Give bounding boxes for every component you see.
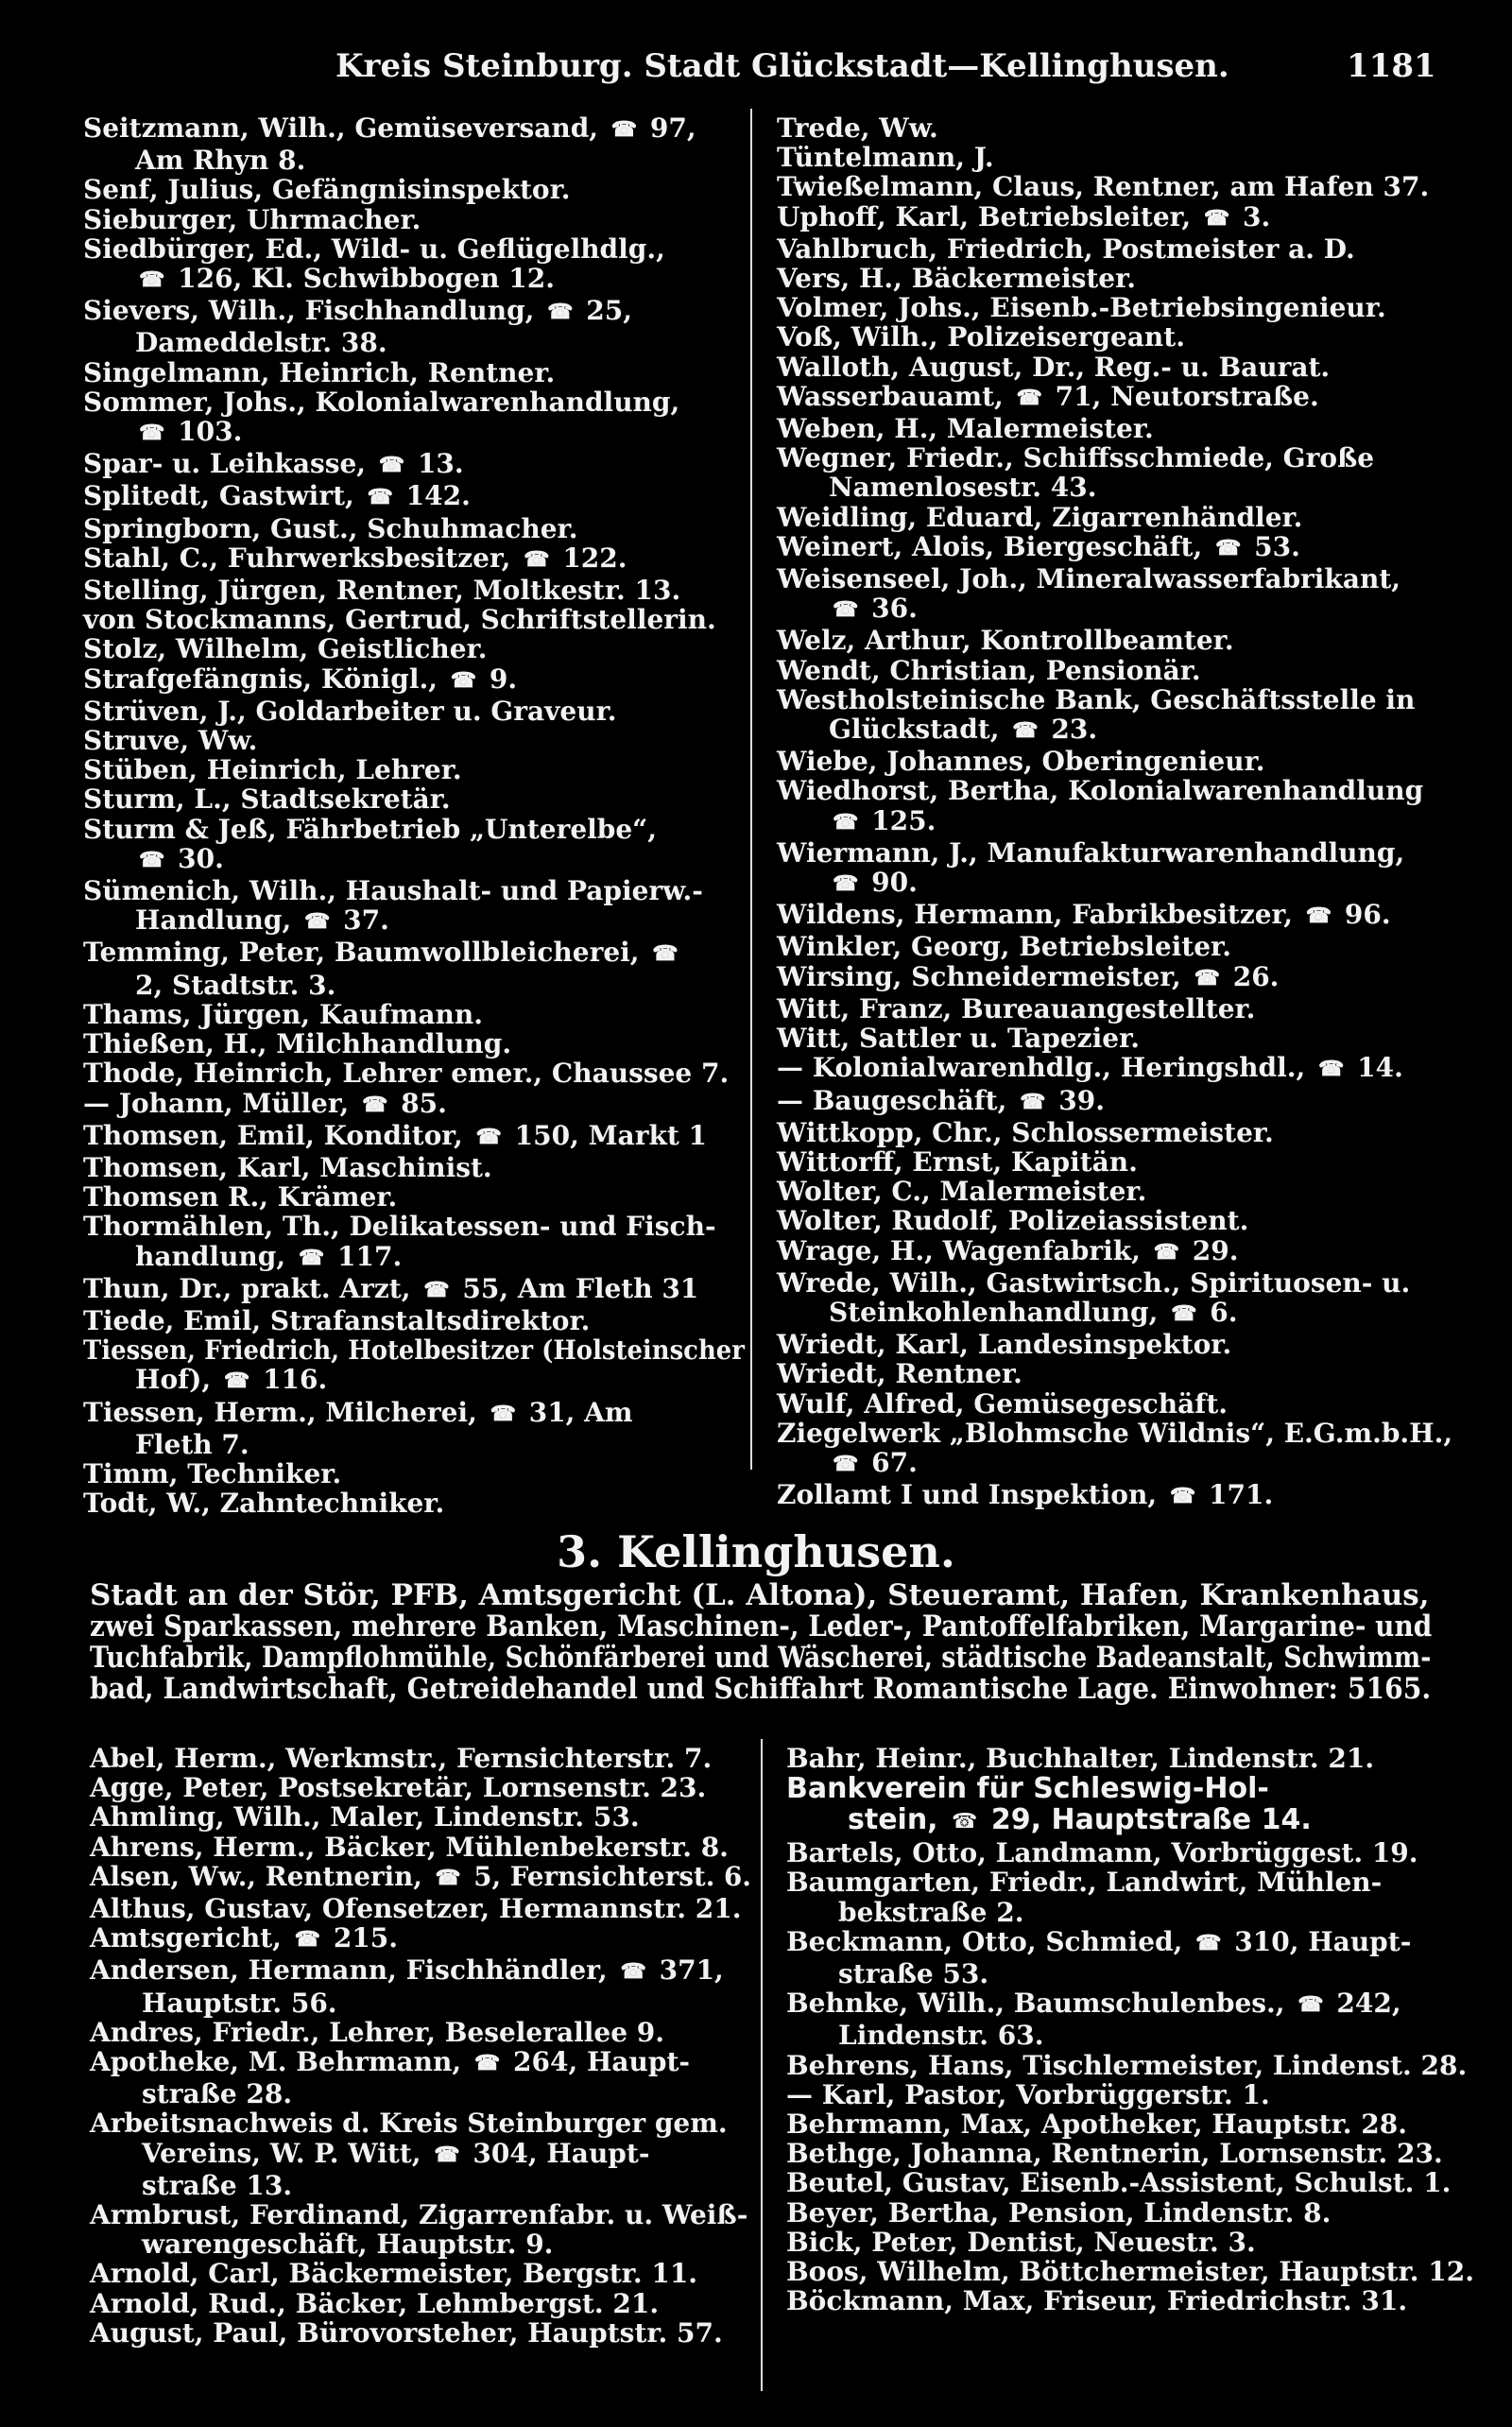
entry-line: Apotheke, M. Behrmann, ☎ 264, Haupt- xyxy=(90,2046,691,2078)
directory-entry xyxy=(83,205,745,234)
telephone-icon: ☎ xyxy=(833,871,859,897)
entry-line: Behrmann, Max, Apotheker, Hauptstr. 28. xyxy=(786,2109,1407,2141)
entry-continuation: warengeschäft, Hauptstr. 9. xyxy=(142,2229,554,2261)
entry-line: Strafgefängnis, Königl., ☎ 9. xyxy=(83,663,518,695)
entry-continuation: ☎ 103. xyxy=(139,416,243,448)
directory-entry xyxy=(90,2318,751,2348)
entry-line: Weben, H., Malermeister. xyxy=(777,413,1154,445)
directory-entry xyxy=(90,1862,751,1894)
entry-line: Senf, Julius, Gefängnisinspektor. xyxy=(83,174,571,206)
entry-line: Walloth, August, Dr., Reg.- u. Baurat. xyxy=(777,351,1331,383)
telephone-icon: ☎ xyxy=(547,300,574,325)
entry-line: Bankverein für Schleswig-Hol- xyxy=(786,1772,1269,1806)
directory-entry xyxy=(83,726,745,755)
telephone-icon: ☎ xyxy=(490,1401,516,1426)
telephone-icon: ☎ xyxy=(378,453,405,478)
entry-line: — Karl, Pastor, Vorbrüggerstr. 1. xyxy=(786,2078,1270,2110)
intro-line: zwei Sparkassen, mehrere Banken, Maschinen-, Leder-, Pantoffelfabriken, Margarine- und xyxy=(90,1609,1433,1644)
directory-entry xyxy=(83,358,745,387)
entry-line: Arnold, Carl, Bäckermeister, Bergstr. 11. xyxy=(90,2258,698,2290)
directory-entry xyxy=(90,1833,751,1862)
entry-line: Thormählen, Th., Delikatessen- und Fisch- xyxy=(83,1211,716,1243)
telephone-icon: ☎ xyxy=(1195,1930,1222,1955)
directory-entry xyxy=(777,1118,1495,1147)
entry-line: Stüben, Heinrich, Lehrer. xyxy=(83,754,462,786)
entry-line: Sümenich, Wilh., Haushalt- und Papierw.- xyxy=(83,875,703,907)
left-column-bottom xyxy=(90,1744,751,2348)
directory-entry xyxy=(83,234,745,296)
entry-line: Witt, Sattler u. Tapezier. xyxy=(777,1023,1140,1055)
entry-continuation: handlung, ☎ 117. xyxy=(135,1240,403,1272)
directory-entry xyxy=(777,685,1495,747)
entry-line: Beyer, Bertha, Pension, Lindenstr. 8. xyxy=(786,2196,1332,2229)
entry-continuation: Steinkohlenhandlung, ☎ 6. xyxy=(829,1296,1238,1328)
entry-line: Abel, Herm., Werkmstr., Fernsichterstr. 7. xyxy=(90,1743,713,1774)
entry-line: Wildens, Hermann, Fabrikbesitzer, ☎ 96. xyxy=(777,899,1391,931)
intro-line: Stadt an der Stör, PFB, Amtsgericht (L. Altona), Steueramt, Hafen, Krankenhaus, xyxy=(90,1578,1430,1612)
entry-line: Uphoff, Karl, Betriebsleiter, ☎ 3. xyxy=(777,200,1271,232)
entry-line: Amtsgericht, ☎ 215. xyxy=(90,1922,399,1954)
intro-line: bad, Landwirtschaft, Getreidehandel und Schiffahrt Romantische Lage. Einwohner: 5165. xyxy=(90,1672,1432,1706)
entry-line: Bick, Peter, Dentist, Neuestr. 3. xyxy=(786,2226,1256,2258)
entry-line: Armbrust, Ferdinand, Zigarrenfabr. u. Weiß- xyxy=(90,2199,748,2231)
entry-line: Westholsteinische Bank, Geschäftsstelle in xyxy=(777,683,1416,715)
entry-line: Thomsen, Karl, Maschinist. xyxy=(83,1151,492,1183)
directory-entry xyxy=(777,322,1495,352)
entry-continuation: bekstraße 2. xyxy=(838,1896,1024,1928)
entry-line: Tiessen, Friedrich, Hotelbesitzer (Holsteinscher xyxy=(83,1334,745,1367)
directory-entry xyxy=(777,414,1495,443)
directory-entry xyxy=(786,2257,1504,2286)
entry-continuation: Namenlosestr. 43. xyxy=(829,472,1097,504)
entry-line: Baumgarten, Friedr., Landwirt, Mühlen- xyxy=(786,1867,1383,1899)
directory-entry xyxy=(786,2109,1504,2139)
entry-line: Sturm, L., Stadtsekretär. xyxy=(83,783,451,816)
directory-entry xyxy=(83,1089,745,1121)
directory-entry xyxy=(83,938,745,999)
telephone-icon: ☎ xyxy=(1171,1300,1197,1326)
directory-entry xyxy=(83,1000,745,1029)
telephone-icon: ☎ xyxy=(1203,205,1230,231)
entry-line: August, Paul, Bürovorsteher, Hauptstr. 57. xyxy=(90,2316,723,2349)
entry-line: Winkler, Georg, Betriebsleiter. xyxy=(777,931,1231,963)
directory-entry xyxy=(786,2168,1504,2197)
directory-entry xyxy=(786,1838,1504,1868)
entry-line: Wittorff, Ernst, Kapitän. xyxy=(777,1145,1138,1178)
telephone-icon: ☎ xyxy=(303,909,331,935)
entry-line: Beutel, Gustav, Eisenb.-Assistent, Schulst. 1. xyxy=(786,2167,1452,2199)
column-divider-top xyxy=(750,109,752,1470)
entry-line: Spar- u. Leihkasse, ☎ 13. xyxy=(83,448,464,480)
directory-entry xyxy=(777,564,1495,626)
directory-entry xyxy=(90,1802,751,1832)
directory-entry xyxy=(777,900,1495,932)
directory-entry xyxy=(90,1923,751,1955)
directory-entry xyxy=(786,1927,1504,1988)
entry-line: Tiessen, Herm., Milcherei, ☎ 31, Am xyxy=(83,1396,633,1428)
entry-continuation: ☎ 36. xyxy=(833,593,918,625)
entry-line: Bartels, Otto, Landmann, Vorbrüggest. 19. xyxy=(786,1837,1418,1869)
telephone-icon: ☎ xyxy=(952,1810,978,1834)
directory-entry xyxy=(90,2200,751,2259)
directory-entry xyxy=(83,1153,745,1182)
entry-line: — Johann, Müller, ☎ 85. xyxy=(83,1087,447,1119)
entry-line: — Baugeschäft, ☎ 39. xyxy=(777,1084,1105,1116)
entry-line: Vahlbruch, Friedrich, Postmeister a. D. xyxy=(777,232,1355,265)
section-title: 3. Kellinghusen. xyxy=(557,1526,955,1577)
directory-entry xyxy=(777,1177,1495,1206)
entry-line: Ziegelwerk „Blohmsche Wildnis“, E.G.m.b.H., xyxy=(777,1417,1453,1449)
directory-entry xyxy=(786,1868,1504,1926)
directory-entry xyxy=(83,481,745,513)
entry-line: Wendt, Christian, Pensionär. xyxy=(777,654,1201,686)
entry-continuation: Hauptstr. 56. xyxy=(142,1987,337,2019)
directory-entry xyxy=(83,1459,745,1489)
entry-line: Sommer, Johs., Kolonialwarenhandlung, xyxy=(83,386,680,418)
telephone-icon: ☎ xyxy=(652,941,679,967)
entry-line: Tiede, Emil, Strafanstaltsdirektor. xyxy=(83,1304,591,1336)
directory-entry xyxy=(83,605,745,634)
telephone-icon: ☎ xyxy=(1305,904,1332,929)
telephone-icon: ☎ xyxy=(298,1245,325,1270)
directory-entry xyxy=(777,962,1495,994)
directory-entry xyxy=(786,1773,1504,1838)
entry-line: Thießen, H., Milchhandlung. xyxy=(83,1028,512,1060)
telephone-icon: ☎ xyxy=(1153,1239,1180,1265)
directory-entry xyxy=(786,1988,1504,2050)
entry-line: Wriedt, Rentner. xyxy=(777,1358,1022,1390)
telephone-icon: ☎ xyxy=(294,1927,321,1953)
page-number: 1181 xyxy=(1347,47,1436,85)
entry-line: Wulf, Alfred, Gemüsegeschäft. xyxy=(777,1387,1228,1420)
left-column-top xyxy=(83,113,745,1518)
directory-entry xyxy=(83,1212,745,1273)
entry-line: Beckmann, Otto, Schmied, ☎ 310, Haupt- xyxy=(786,1925,1412,1957)
entry-line: Boos, Wilhelm, Böttchermeister, Hauptstr. 12. xyxy=(786,2256,1474,2288)
entry-line: Twießelmann, Claus, Rentner, am Hafen 37. xyxy=(777,171,1430,203)
running-header: Kreis Steinburg. Stadt Glückstadt—Kellinghusen. xyxy=(335,47,1229,85)
directory-entry xyxy=(777,1236,1495,1268)
entry-line: Arnold, Rud., Bäcker, Lehmbergst. 21. xyxy=(90,2287,660,2319)
entry-line: Todt, W., Zahntechniker. xyxy=(83,1488,445,1520)
entry-line: Wegner, Friedr., Schiffsschmiede, Große xyxy=(777,442,1375,474)
telephone-icon: ☎ xyxy=(223,1368,250,1394)
directory-entry xyxy=(83,697,745,726)
directory-entry xyxy=(777,838,1495,900)
entry-continuation: ☎ 67. xyxy=(833,1446,918,1478)
entry-line: Thomsen, Emil, Konditor, ☎ 150, Markt 1 xyxy=(83,1119,708,1151)
directory-entry xyxy=(777,293,1495,322)
entry-continuation: Hof), ☎ 116. xyxy=(135,1364,328,1396)
entry-line: Wrede, Wilh., Gastwirtsch., Spirituosen- u. xyxy=(777,1266,1411,1299)
directory-entry xyxy=(777,1330,1495,1359)
directory-entry xyxy=(83,449,745,481)
directory-entry xyxy=(777,626,1495,655)
entry-line: Stahl, C., Fuhrwerksbesitzer, ☎ 122. xyxy=(83,542,627,574)
directory-entry xyxy=(777,382,1495,414)
entry-line: Wiedhorst, Bertha, Kolonialwarenhandlung xyxy=(777,775,1424,807)
entry-line: Wiermann, J., Manufakturwarenhandlung, xyxy=(777,836,1405,869)
directory-entry xyxy=(777,1419,1495,1480)
telephone-icon: ☎ xyxy=(610,117,638,142)
entry-line: Springborn, Gust., Schuhmacher. xyxy=(83,512,578,544)
entry-line: Stolz, Wilhelm, Geistlicher. xyxy=(83,633,488,665)
directory-entry xyxy=(777,1268,1495,1330)
entry-line: Splitedt, Gastwirt, ☎ 142. xyxy=(83,480,471,512)
directory-entry xyxy=(777,1359,1495,1388)
directory-entry xyxy=(83,175,745,204)
entry-continuation: straße 53. xyxy=(838,1958,989,1990)
entry-line: Wriedt, Karl, Landesinspektor. xyxy=(777,1329,1232,1361)
entry-line: Wolter, Rudolf, Polizeiassistent. xyxy=(777,1205,1249,1237)
entry-line: Ahrens, Herm., Bäcker, Mühlenbekerstr. 8. xyxy=(90,1831,729,1863)
entry-line: Sieburger, Uhrmacher. xyxy=(83,203,421,235)
directory-entry xyxy=(777,443,1495,502)
entry-line: Stelling, Jürgen, Rentner, Moltkestr. 13. xyxy=(83,575,681,607)
entry-line: Witt, Franz, Bureauangestellter. xyxy=(777,992,1256,1024)
entry-continuation: Glückstadt, ☎ 23. xyxy=(829,714,1098,746)
telephone-icon: ☎ xyxy=(1012,718,1039,744)
intro-line: Tuchfabrik, Dampflohmühle, Schönfärberei und Wäscherei, städtische Badeanstalt, Schwimm- xyxy=(90,1641,1432,1675)
directory-entry xyxy=(83,514,745,543)
directory-entry xyxy=(83,1398,745,1459)
directory-entry xyxy=(777,932,1495,961)
directory-entry xyxy=(777,1206,1495,1235)
entry-continuation: straße 13. xyxy=(142,2169,293,2201)
directory-entry xyxy=(90,2018,751,2047)
telephone-icon: ☎ xyxy=(833,597,859,623)
entry-continuation: straße 28. xyxy=(142,2078,293,2110)
entry-line: Tüntelmann, J. xyxy=(777,142,994,174)
directory-entry xyxy=(777,143,1495,172)
entry-continuation: ☎ 30. xyxy=(139,842,224,874)
entry-line: Weinert, Alois, Biergeschäft, ☎ 53. xyxy=(777,530,1300,562)
entry-line: Böckmann, Max, Friseur, Friedrichstr. 31. xyxy=(786,2285,1408,2317)
directory-entry xyxy=(90,1744,751,1773)
entry-line: Bahr, Heinr., Buchhalter, Lindenstr. 21. xyxy=(786,1743,1375,1774)
directory-entry xyxy=(83,634,745,663)
directory-entry xyxy=(83,1335,745,1397)
entry-line: Temming, Peter, Baumwollbleicherei, ☎ xyxy=(83,937,679,969)
entry-continuation: Fleth 7. xyxy=(135,1428,249,1460)
directory-entry xyxy=(83,755,745,784)
entry-line: Wasserbauamt, ☎ 71, Neutorstraße. xyxy=(777,380,1319,412)
entry-continuation: ☎ 90. xyxy=(833,867,918,899)
telephone-icon: ☎ xyxy=(473,2051,501,2076)
entry-line: Zollamt I und Inspektion, ☎ 171. xyxy=(777,1479,1274,1511)
directory-entry xyxy=(786,2198,1504,2228)
entry-line: Bethge, Johanna, Rentnerin, Lornsenstr. 23. xyxy=(786,2138,1443,2170)
entry-continuation: Am Rhyn 8. xyxy=(135,145,306,177)
entry-continuation: Dameddelstr. 38. xyxy=(135,327,387,359)
entry-continuation: stein, ☎ 29, Hauptstraße 14. xyxy=(848,1803,1312,1837)
entry-line: Welz, Arthur, Kontrollbeamter. xyxy=(777,625,1234,657)
directory-entry xyxy=(786,2080,1504,2109)
directory-entry xyxy=(786,2139,1504,2168)
directory-entry xyxy=(90,1894,751,1923)
entry-line: Ahmling, Wilh., Maler, Lindenstr. 53. xyxy=(90,1801,640,1833)
entry-line: Singelmann, Heinrich, Rentner. xyxy=(83,356,556,388)
entry-line: Alsen, Ww., Rentnerin, ☎ 5, Fernsichterst. 6. xyxy=(90,1860,751,1892)
entry-line: Strüven, J., Goldarbeiter u. Graveur. xyxy=(83,695,617,727)
entry-line: Voß, Wilh., Polizeisergeant. xyxy=(777,321,1185,353)
directory-entry xyxy=(83,1029,745,1059)
directory-entry xyxy=(83,387,745,449)
entry-continuation: ☎ 126, Kl. Schwibbogen 12. xyxy=(139,263,555,295)
directory-entry xyxy=(90,1955,751,2017)
directory-entry xyxy=(83,576,745,605)
directory-entry xyxy=(90,2259,751,2288)
directory-entry xyxy=(777,1389,1495,1419)
directory-entry xyxy=(83,1306,745,1335)
directory-entry xyxy=(83,1489,745,1518)
directory-entry xyxy=(777,776,1495,837)
entry-line: Behnke, Wilh., Baumschulenbes., ☎ 242, xyxy=(786,1988,1401,2020)
directory-entry xyxy=(777,532,1495,564)
directory-entry xyxy=(90,2109,751,2200)
entry-line: Behrens, Hans, Tischlermeister, Lindenst. 28. xyxy=(786,2049,1468,2081)
right-column-top xyxy=(777,113,1495,1512)
entry-line: Sievers, Wilh., Fischhandlung, ☎ 25, xyxy=(83,295,633,327)
telephone-icon: ☎ xyxy=(475,1124,502,1149)
directory-entry xyxy=(83,815,745,876)
entry-line: von Stockmanns, Gertrud, Schriftstellerin. xyxy=(83,604,716,636)
entry-line: Weisenseel, Joh., Mineralwasserfabrikant, xyxy=(777,563,1401,595)
directory-entry xyxy=(90,2047,751,2109)
entry-line: Althus, Gustav, Ofensetzer, Hermannstr. 21. xyxy=(90,1893,742,1925)
directory-entry xyxy=(83,1274,745,1306)
entry-line: Andres, Friedr., Lehrer, Beselerallee 9. xyxy=(90,2016,665,2048)
entry-line: Vers, H., Bäckermeister. xyxy=(777,263,1137,295)
directory-entry xyxy=(83,296,745,357)
directory-entry xyxy=(83,784,745,814)
telephone-icon: ☎ xyxy=(1194,965,1220,990)
entry-line: Thode, Heinrich, Lehrer emer., Chaussee 7. xyxy=(83,1058,730,1090)
directory-entry xyxy=(777,994,1495,1024)
town-description xyxy=(90,1580,1432,1705)
directory-entry xyxy=(786,2051,1504,2080)
directory-entry xyxy=(786,2286,1504,2315)
entry-line: Trede, Ww. xyxy=(777,112,938,144)
directory-entry xyxy=(777,656,1495,685)
directory-entry xyxy=(777,172,1495,201)
entry-line: Struve, Ww. xyxy=(83,725,258,757)
entry-continuation: ☎ 125. xyxy=(833,804,936,836)
entry-continuation: Lindenstr. 63. xyxy=(838,2020,1044,2052)
entry-line: Thomsen R., Krämer. xyxy=(83,1181,398,1214)
directory-entry xyxy=(83,113,745,175)
directory-entry xyxy=(777,1480,1495,1512)
entry-line: Siedbürger, Ed., Wild- u. Geflügelhdlg., xyxy=(83,232,665,265)
entry-line: Wrage, H., Wagenfabrik, ☎ 29. xyxy=(777,1234,1239,1266)
entry-line: Wirsing, Schneidermeister, ☎ 26. xyxy=(777,960,1280,992)
entry-line: Seitzmann, Wilh., Gemüseversand, ☎ 97, xyxy=(83,112,696,144)
directory-entry xyxy=(777,113,1495,143)
telephone-icon: ☎ xyxy=(435,1865,461,1890)
telephone-icon: ☎ xyxy=(367,485,393,510)
right-column-bottom xyxy=(786,1744,1504,2315)
entry-line: Wittkopp, Chr., Schlossermeister. xyxy=(777,1116,1274,1148)
telephone-icon: ☎ xyxy=(362,1092,388,1117)
directory-entry xyxy=(83,543,745,576)
telephone-icon: ☎ xyxy=(1169,1484,1196,1509)
directory-entry xyxy=(777,353,1495,382)
entry-line: Thun, Dr., prakt. Arzt, ☎ 55, Am Fleth 31 xyxy=(83,1272,699,1304)
entry-line: Sturm & Jeß, Fährbetrieb „Unterelbe“, xyxy=(83,813,658,845)
telephone-icon: ☎ xyxy=(833,809,859,835)
entry-line: Wolter, C., Malermeister. xyxy=(777,1176,1147,1208)
telephone-icon: ☎ xyxy=(423,1277,450,1302)
telephone-icon: ☎ xyxy=(450,667,477,693)
directory-entry xyxy=(777,747,1495,776)
directory-entry xyxy=(777,1024,1495,1053)
entry-line: — Kolonialwarenhdlg., Heringshdl., ☎ 14. xyxy=(777,1052,1403,1084)
telephone-icon: ☎ xyxy=(833,1451,859,1476)
directory-entry xyxy=(90,2289,751,2318)
entry-line: Andersen, Hermann, Fischhändler, ☎ 371, xyxy=(90,1954,724,1987)
entry-line: Arbeitsnachweis d. Kreis Steinburger gem. xyxy=(90,2108,728,2140)
directory-entry xyxy=(786,2228,1504,2257)
telephone-icon: ☎ xyxy=(1214,535,1242,560)
telephone-icon: ☎ xyxy=(1020,1089,1046,1114)
entry-line: Thams, Jürgen, Kaufmann. xyxy=(83,998,483,1030)
directory-entry xyxy=(777,264,1495,293)
directory-entry xyxy=(83,1059,745,1088)
directory-entry xyxy=(777,503,1495,532)
directory-entry xyxy=(83,664,745,697)
entry-line: Wiebe, Johannes, Oberingenieur. xyxy=(777,746,1265,778)
directory-entry xyxy=(777,234,1495,264)
telephone-icon: ☎ xyxy=(434,2142,460,2167)
telephone-icon: ☎ xyxy=(1317,1057,1345,1082)
column-divider-bottom xyxy=(761,1739,763,2391)
directory-entry xyxy=(83,876,745,938)
entry-line: Agge, Peter, Postsekretär, Lornsenstr. 23. xyxy=(90,1772,707,1804)
telephone-icon: ☎ xyxy=(1297,1992,1324,2018)
directory-entry xyxy=(777,1147,1495,1177)
telephone-icon: ☎ xyxy=(524,546,550,572)
directory-entry xyxy=(777,202,1495,234)
directory-entry xyxy=(786,1744,1504,1773)
telephone-icon: ☎ xyxy=(139,847,165,872)
directory-entry xyxy=(777,1053,1495,1085)
directory-entry xyxy=(83,1121,745,1153)
entry-line: Weidling, Eduard, Zigarrenhändler. xyxy=(777,501,1303,533)
telephone-icon: ☎ xyxy=(620,1959,646,1985)
entry-continuation: Handlung, ☎ 37. xyxy=(135,904,389,937)
directory-entry xyxy=(83,1182,745,1212)
directory-entry xyxy=(777,1086,1495,1118)
entry-continuation: 2, Stadtstr. 3. xyxy=(135,969,336,1001)
entry-continuation: Vereins, W. P. Witt, ☎ 304, Haupt- xyxy=(142,2137,650,2169)
directory-entry xyxy=(90,1773,751,1802)
telephone-icon: ☎ xyxy=(1016,385,1042,410)
entry-line: Volmer, Johs., Eisenb.-Betriebsingenieur. xyxy=(777,292,1386,324)
telephone-icon: ☎ xyxy=(139,267,165,293)
telephone-icon: ☎ xyxy=(139,421,165,446)
entry-line: Timm, Techniker. xyxy=(83,1457,342,1489)
